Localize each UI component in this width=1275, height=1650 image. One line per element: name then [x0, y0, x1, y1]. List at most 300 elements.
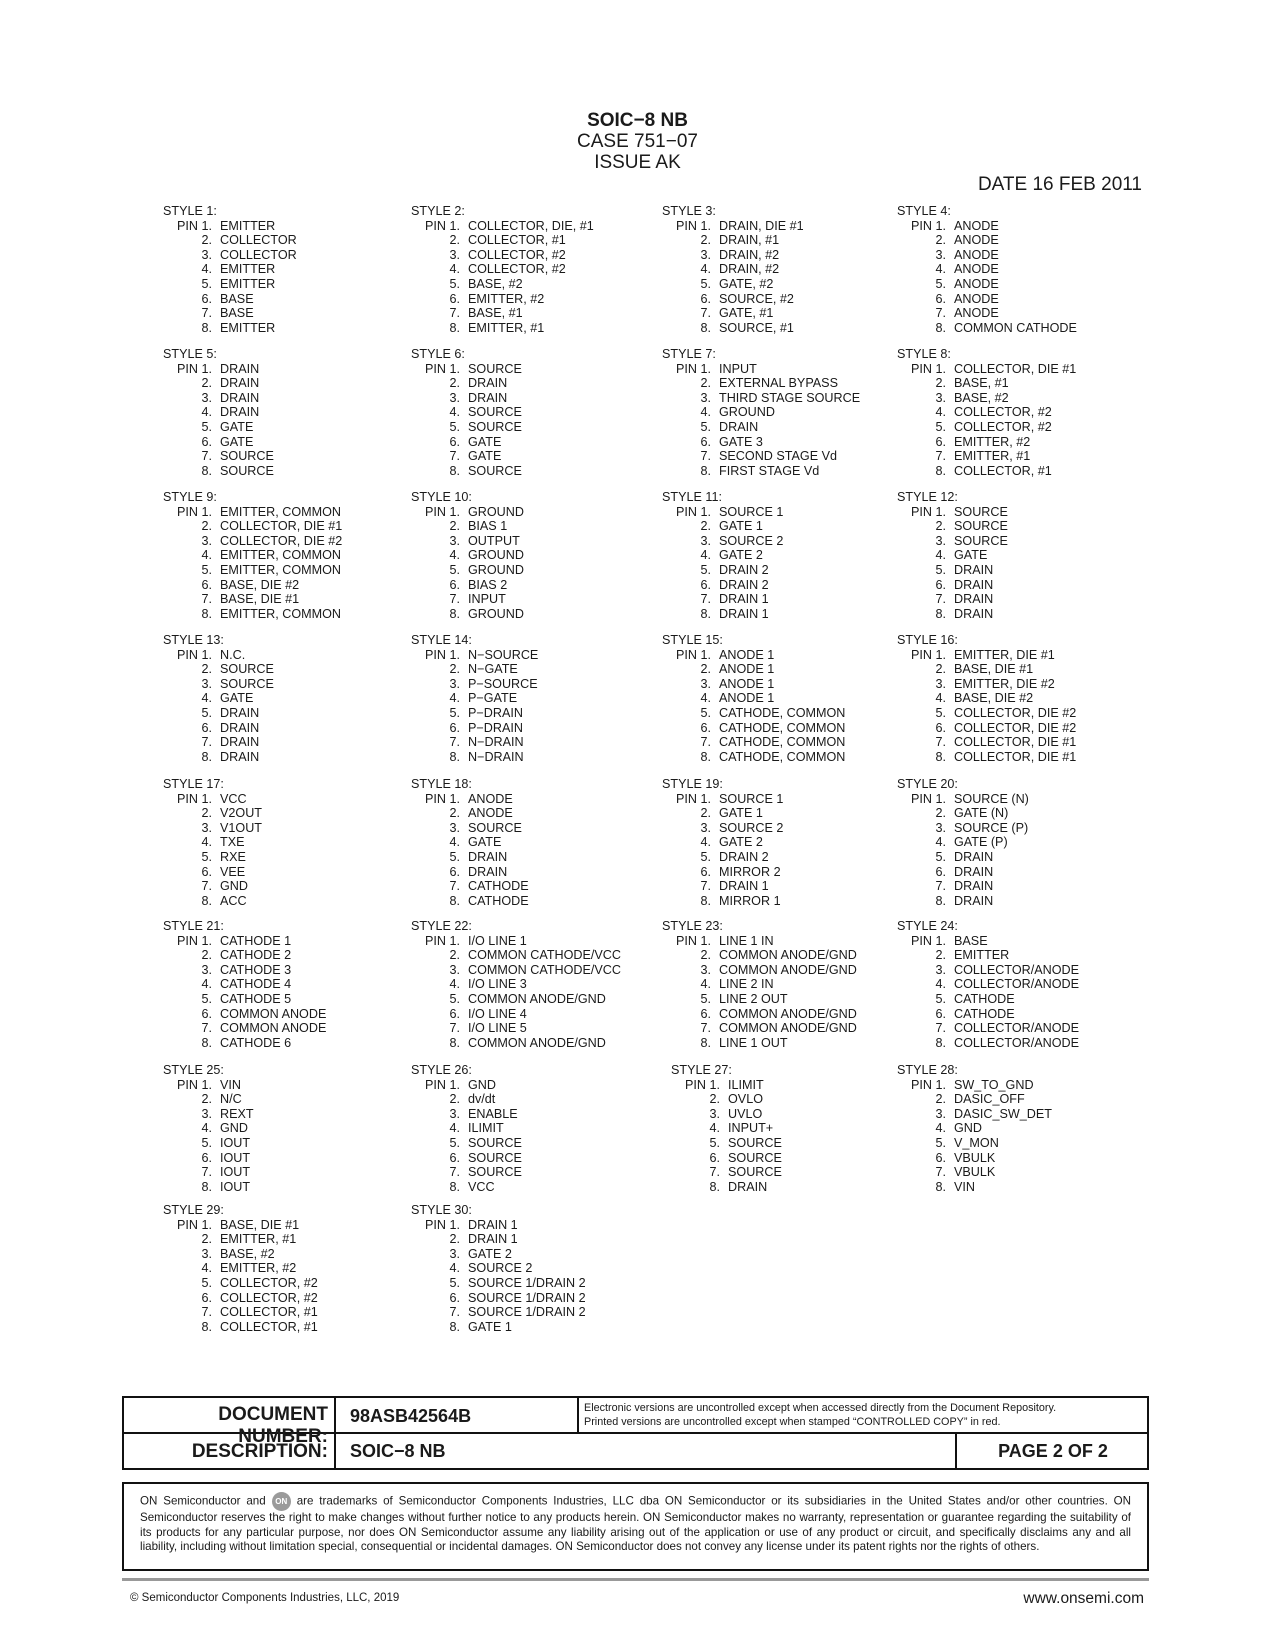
pin-row — [411, 435, 522, 450]
pin-number: PIN 1. — [676, 504, 711, 519]
pin-function: CATHODE 1 — [220, 933, 292, 948]
pin-row — [163, 648, 274, 663]
pin-number: 3. — [709, 1106, 720, 1121]
pin-row — [662, 548, 783, 563]
pin-number: 6. — [935, 720, 946, 735]
pinout-style-27 — [671, 1063, 782, 1194]
pin-number: 2. — [449, 1092, 460, 1107]
pin-number: 5. — [700, 991, 711, 1006]
style-title: STYLE 18: — [411, 777, 472, 791]
pin-number: 2. — [935, 662, 946, 677]
pin-function: GATE 3 — [719, 434, 763, 449]
style-title: STYLE 6: — [411, 347, 465, 361]
pin-function: SOURCE — [220, 463, 274, 478]
style-title: STYLE 25: — [163, 1063, 224, 1077]
pin-row — [897, 662, 1076, 677]
pin-function: VBULK — [954, 1150, 996, 1165]
pin-number: 7. — [935, 1165, 946, 1180]
pin-function: COLLECTOR, DIE #2 — [220, 533, 343, 548]
pin-number: 4. — [700, 691, 711, 706]
pin-row — [163, 1305, 318, 1320]
pin-number: 7. — [700, 449, 711, 464]
pin-function: VCC — [220, 791, 247, 806]
pin-function: CATHODE — [468, 879, 529, 894]
pin-number: 3. — [201, 1106, 212, 1121]
pin-function: GATE (N) — [954, 806, 1009, 821]
pin-function: GATE — [954, 548, 988, 563]
pin-row — [163, 1021, 326, 1036]
pin-row — [163, 292, 297, 307]
pin-number: 7. — [700, 735, 711, 750]
pin-function: BASE, DIE #1 — [220, 1217, 300, 1232]
pin-row — [411, 750, 538, 765]
pin-function: SOURCE — [468, 405, 522, 420]
pin-number: PIN 1. — [177, 791, 212, 806]
pin-function: TXE — [220, 835, 245, 850]
pin-row — [662, 534, 783, 549]
pinout-style-1 — [163, 204, 297, 335]
pin-row — [897, 1092, 1052, 1107]
pin-row — [163, 865, 262, 880]
style-title: STYLE 3: — [662, 204, 716, 218]
pin-row — [411, 977, 621, 992]
pin-number: 8. — [201, 749, 212, 764]
pin-number: 3. — [449, 247, 460, 262]
pin-function: SOURCE — [468, 463, 522, 478]
pin-number: PIN 1. — [911, 791, 946, 806]
pin-function: DRAIN — [220, 749, 260, 764]
pin-number: 3. — [449, 1246, 460, 1261]
pin-row — [662, 735, 845, 750]
pin-row — [163, 1276, 318, 1291]
pin-function: COLLECTOR, #1 — [954, 463, 1052, 478]
pin-function: COMMON ANODE — [220, 1006, 327, 1021]
description-value: SOIC−8 NB — [350, 1441, 446, 1461]
pin-number: 7. — [449, 1305, 460, 1320]
pin-function: COMMON CATHODE — [954, 320, 1077, 335]
pin-row — [411, 563, 524, 578]
pin-function: IOUT — [220, 1165, 251, 1180]
pin-number: 2. — [700, 662, 711, 677]
pin-row — [662, 292, 804, 307]
pin-function: DRAIN, #1 — [719, 233, 780, 248]
pin-row — [662, 376, 860, 391]
pin-row — [671, 1092, 782, 1107]
pin-function: SOURCE 2 — [719, 533, 784, 548]
pin-function: P−SOURCE — [468, 676, 538, 691]
pin-row — [163, 821, 262, 836]
pin-function: GATE — [220, 434, 254, 449]
pin-row — [163, 262, 297, 277]
pin-number: 3. — [201, 1246, 212, 1261]
pin-number: PIN 1. — [177, 1217, 212, 1232]
pinout-style-26 — [411, 1063, 522, 1194]
pin-row — [662, 963, 857, 978]
pin-row — [897, 376, 1076, 391]
pin-number: 4. — [935, 835, 946, 850]
pin-number: 2. — [935, 233, 946, 248]
style-title: STYLE 10: — [411, 490, 472, 504]
pin-function: COLLECTOR, DIE #1 — [954, 735, 1077, 750]
pin-number: 6. — [449, 577, 460, 592]
pin-row — [897, 1121, 1052, 1136]
pin-row — [163, 1078, 254, 1093]
pin-function: SOURCE — [728, 1165, 782, 1180]
pin-function: DRAIN — [220, 405, 260, 420]
pin-number: 8. — [201, 1319, 212, 1334]
pin-number: 3. — [935, 962, 946, 977]
pin-row — [163, 1320, 318, 1335]
pin-function: LINE 2 OUT — [719, 991, 788, 1006]
pin-row — [897, 405, 1076, 420]
pin-number: 6. — [201, 1150, 212, 1165]
pin-function: DRAIN — [220, 361, 260, 376]
pin-number: 6. — [700, 577, 711, 592]
pin-row — [163, 721, 274, 736]
pin-number: 2. — [935, 1092, 946, 1107]
pin-row — [163, 449, 274, 464]
pin-row — [897, 292, 1077, 307]
pin-function: BASE — [220, 306, 254, 321]
pin-function: SOURCE, #1 — [719, 320, 794, 335]
pin-row — [411, 1247, 586, 1262]
pin-row — [163, 706, 274, 721]
pin-number: 8. — [935, 606, 946, 621]
pin-number: PIN 1. — [425, 361, 460, 376]
pin-row — [411, 362, 522, 377]
pin-row — [411, 721, 538, 736]
pin-function: COLLECTOR, #2 — [468, 247, 566, 262]
pinout-style-15 — [662, 633, 845, 764]
pin-row — [411, 1291, 586, 1306]
pin-number: 4. — [449, 262, 460, 277]
pin-row — [897, 835, 1029, 850]
pin-function: ILIMIT — [728, 1077, 764, 1092]
pin-row — [662, 750, 845, 765]
pin-function: ANODE — [954, 218, 999, 233]
pin-function: COLLECTOR/ANODE — [954, 962, 1080, 977]
pin-row — [411, 505, 524, 520]
pin-row — [163, 835, 262, 850]
pin-number: 4. — [700, 977, 711, 992]
pin-function: N.C. — [220, 647, 246, 662]
pin-number: PIN 1. — [676, 361, 711, 376]
pin-number: 8. — [449, 606, 460, 621]
pin-number: PIN 1. — [425, 647, 460, 662]
pin-row — [163, 1291, 318, 1306]
pin-function: EMITTER, COMMON — [220, 548, 342, 563]
pin-number: 5. — [201, 1135, 212, 1150]
pin-row — [662, 792, 783, 807]
pin-number: 8. — [201, 606, 212, 621]
pin-row — [163, 607, 342, 622]
pin-row — [163, 1036, 326, 1051]
style-title: STYLE 15: — [662, 633, 723, 647]
pin-function: MIRROR 1 — [719, 893, 781, 908]
pin-row — [662, 806, 783, 821]
pin-row — [662, 992, 857, 1007]
pin-row — [662, 662, 845, 677]
pin-number: 5. — [201, 562, 212, 577]
pin-number: 5. — [449, 276, 460, 291]
style-title: STYLE 20: — [897, 777, 958, 791]
pin-row — [163, 435, 274, 450]
uncontrolled-notice — [584, 1401, 1144, 1429]
pin-row — [897, 1165, 1052, 1180]
pin-number: 7. — [449, 592, 460, 607]
pin-function: DASIC_OFF — [954, 1092, 1025, 1107]
pin-number: 8. — [700, 749, 711, 764]
pin-function: GATE — [220, 691, 254, 706]
pin-row — [163, 1151, 254, 1166]
pin-function: DRAIN — [954, 893, 994, 908]
pin-row — [897, 1078, 1052, 1093]
pin-function: COLLECTOR/ANODE — [954, 1035, 1080, 1050]
pin-number: 2. — [935, 948, 946, 963]
pin-row — [662, 519, 783, 534]
pin-number: 6. — [700, 434, 711, 449]
pin-number: 5. — [449, 419, 460, 434]
footer-divider — [122, 1578, 1149, 1581]
pin-number: 2. — [449, 948, 460, 963]
pin-row — [897, 505, 1008, 520]
pin-function: COMMON CATHODE/VCC — [468, 948, 621, 963]
pin-number: 8. — [935, 1035, 946, 1050]
pin-row — [897, 449, 1076, 464]
pin-row — [897, 948, 1079, 963]
pin-row — [163, 578, 342, 593]
pin-number: PIN 1. — [425, 218, 460, 233]
pin-function: P−GATE — [468, 691, 518, 706]
pin-row — [662, 362, 860, 377]
pin-row — [411, 464, 522, 479]
pin-number: 5. — [700, 562, 711, 577]
pin-number: 8. — [449, 463, 460, 478]
pin-function: ANODE — [954, 276, 999, 291]
pin-row — [897, 262, 1077, 277]
pin-row — [411, 607, 524, 622]
pin-row — [163, 1107, 254, 1122]
pinout-style-25 — [163, 1063, 254, 1194]
pin-function: DRAIN — [954, 562, 994, 577]
pin-row — [163, 1136, 254, 1151]
pin-function: OUTPUT — [468, 533, 520, 548]
pin-row — [163, 306, 297, 321]
pin-function: DRAIN — [468, 376, 508, 391]
pinout-style-29 — [163, 1203, 318, 1334]
pin-number: 5. — [700, 849, 711, 864]
pin-function: GATE, #1 — [719, 306, 774, 321]
pin-row — [163, 219, 297, 234]
pin-function: BASE — [220, 291, 254, 306]
pin-function: DRAIN — [954, 577, 994, 592]
pin-function: COMMON ANODE — [220, 1021, 327, 1036]
pin-function: EMITTER, DIE #1 — [954, 647, 1055, 662]
pin-function: DRAIN, DIE #1 — [719, 218, 804, 233]
pin-number: 3. — [935, 676, 946, 691]
pin-function: BASE, #2 — [220, 1246, 275, 1261]
pinout-style-3 — [662, 204, 804, 335]
style-title: STYLE 30: — [411, 1203, 472, 1217]
pin-number: 3. — [201, 676, 212, 691]
pin-number: 3. — [935, 820, 946, 835]
pin-number: 4. — [201, 835, 212, 850]
pin-row — [897, 934, 1079, 949]
pin-number: 3. — [201, 390, 212, 405]
pin-function: INPUT — [468, 592, 506, 607]
pin-function: SOURCE — [468, 1165, 522, 1180]
pin-function: REXT — [220, 1106, 254, 1121]
pin-function: SOURCE — [954, 519, 1008, 534]
pin-function: CATHODE — [954, 1006, 1015, 1021]
pin-number: 6. — [935, 291, 946, 306]
pin-number: 7. — [449, 449, 460, 464]
pin-number: 5. — [201, 1275, 212, 1290]
pin-number: 7. — [201, 449, 212, 464]
pin-row — [897, 879, 1029, 894]
pin-function: ANODE — [954, 233, 999, 248]
pin-function: DRAIN — [220, 705, 260, 720]
pin-row — [411, 1305, 586, 1320]
pin-number: 4. — [449, 548, 460, 563]
pin-function: COLLECTOR/ANODE — [954, 977, 1080, 992]
pin-number: 2. — [201, 376, 212, 391]
pin-row — [897, 1136, 1052, 1151]
style-title: STYLE 1: — [163, 204, 217, 218]
pin-number: 2. — [935, 376, 946, 391]
doc-number-label: DOCUMENT NUMBER: — [218, 1404, 328, 1447]
pin-row — [163, 505, 342, 520]
pin-function: GATE — [468, 449, 502, 464]
pin-function: EMITTER, #1 — [954, 449, 1031, 464]
pin-function: CATHODE, COMMON — [719, 749, 846, 764]
pin-function: GATE, #2 — [719, 276, 774, 291]
pin-number: 6. — [449, 1290, 460, 1305]
pin-function: SOURCE 1/DRAIN 2 — [468, 1290, 586, 1305]
pin-function: N−SOURCE — [468, 647, 539, 662]
pin-row — [411, 1320, 586, 1335]
pin-function: P−DRAIN — [468, 720, 523, 735]
pin-row — [662, 262, 804, 277]
pin-number: 3. — [449, 1106, 460, 1121]
pin-function: CATHODE 4 — [220, 977, 292, 992]
pin-function: DRAIN — [954, 606, 994, 621]
pin-number: 2. — [449, 233, 460, 248]
pin-function: EMITTER, #2 — [220, 1261, 297, 1276]
on-semiconductor-logo-icon: ON — [272, 1492, 291, 1511]
pin-function: VEE — [220, 864, 246, 879]
pin-function: EXTERNAL BYPASS — [719, 376, 838, 391]
pin-function: DRAIN 2 — [719, 562, 769, 577]
pin-function: GROUND — [468, 606, 524, 621]
pin-function: DRAIN — [220, 390, 260, 405]
pin-row — [411, 578, 524, 593]
pinout-style-10 — [411, 490, 524, 621]
pin-function: COLLECTOR, DIE, #1 — [468, 218, 594, 233]
pin-number: 5. — [935, 705, 946, 720]
pinout-style-22 — [411, 919, 621, 1050]
pin-number: 2. — [201, 1092, 212, 1107]
pin-row — [411, 677, 538, 692]
pin-row — [662, 706, 845, 721]
pin-number: 8. — [201, 1035, 212, 1050]
pin-number: 7. — [935, 1021, 946, 1036]
pin-function: SOURCE — [468, 419, 522, 434]
pin-function: SOURCE — [468, 361, 522, 376]
style-title: STYLE 11: — [662, 490, 722, 504]
pin-function: SOURCE 1 — [719, 791, 784, 806]
pin-row — [411, 934, 621, 949]
pin-number: 3. — [700, 820, 711, 835]
pin-function: ANODE 1 — [719, 691, 775, 706]
style-title: STYLE 17: — [163, 777, 224, 791]
pin-function: BASE, DIE #2 — [220, 577, 300, 592]
style-title: STYLE 19: — [662, 777, 723, 791]
pin-number: 4. — [700, 548, 711, 563]
pin-number: 8. — [201, 1179, 212, 1194]
pinout-style-20 — [897, 777, 1029, 908]
pin-number: 4. — [449, 1121, 460, 1136]
website-link[interactable]: www.onsemi.com — [1023, 1590, 1144, 1607]
pin-row — [671, 1165, 782, 1180]
pin-function: COLLECTOR, #1 — [220, 1305, 318, 1320]
pin-function: SW_TO_GND — [954, 1077, 1034, 1092]
pin-row — [163, 362, 274, 377]
pin-number: 6. — [935, 577, 946, 592]
pin-row — [163, 1092, 254, 1107]
pinout-style-9 — [163, 490, 342, 621]
pin-row — [411, 391, 522, 406]
issue-label: ISSUE AK — [594, 152, 681, 173]
pin-row — [897, 248, 1077, 263]
pin-function: GND — [468, 1077, 496, 1092]
pin-row — [897, 821, 1029, 836]
pin-function: LINE 2 IN — [719, 977, 774, 992]
pin-number: PIN 1. — [911, 933, 946, 948]
pin-function: EMITTER — [220, 276, 276, 291]
pin-row — [163, 1261, 318, 1276]
pin-row — [163, 1232, 318, 1247]
pin-function: MIRROR 2 — [719, 864, 781, 879]
pin-function: EMITTER, DIE #2 — [954, 676, 1055, 691]
pin-number: 7. — [709, 1165, 720, 1180]
pin-row — [671, 1078, 782, 1093]
pin-row — [897, 519, 1008, 534]
pin-row — [897, 563, 1008, 578]
pin-function: VIN — [220, 1077, 241, 1092]
pin-row — [662, 648, 845, 663]
pin-number: 7. — [201, 306, 212, 321]
pin-row — [662, 277, 804, 292]
pin-function: VIN — [954, 1179, 975, 1194]
pin-row — [897, 362, 1076, 377]
pin-number: 4. — [201, 405, 212, 420]
pin-function: COLLECTOR, #1 — [468, 233, 566, 248]
pin-function: COLLECTOR, #2 — [954, 419, 1052, 434]
pin-row — [897, 963, 1079, 978]
pin-number: 5. — [449, 705, 460, 720]
pin-row — [897, 977, 1079, 992]
pinout-style-16 — [897, 633, 1076, 764]
pin-function: DRAIN — [954, 879, 994, 894]
pin-number: 5. — [700, 705, 711, 720]
pin-function: DRAIN — [468, 864, 508, 879]
pin-function: IOUT — [220, 1135, 251, 1150]
legal-text-part1: ON Semiconductor and — [140, 1494, 266, 1508]
pin-row — [662, 835, 783, 850]
pin-function: COLLECTOR/ANODE — [954, 1021, 1080, 1036]
pin-function: UVLO — [728, 1106, 763, 1121]
